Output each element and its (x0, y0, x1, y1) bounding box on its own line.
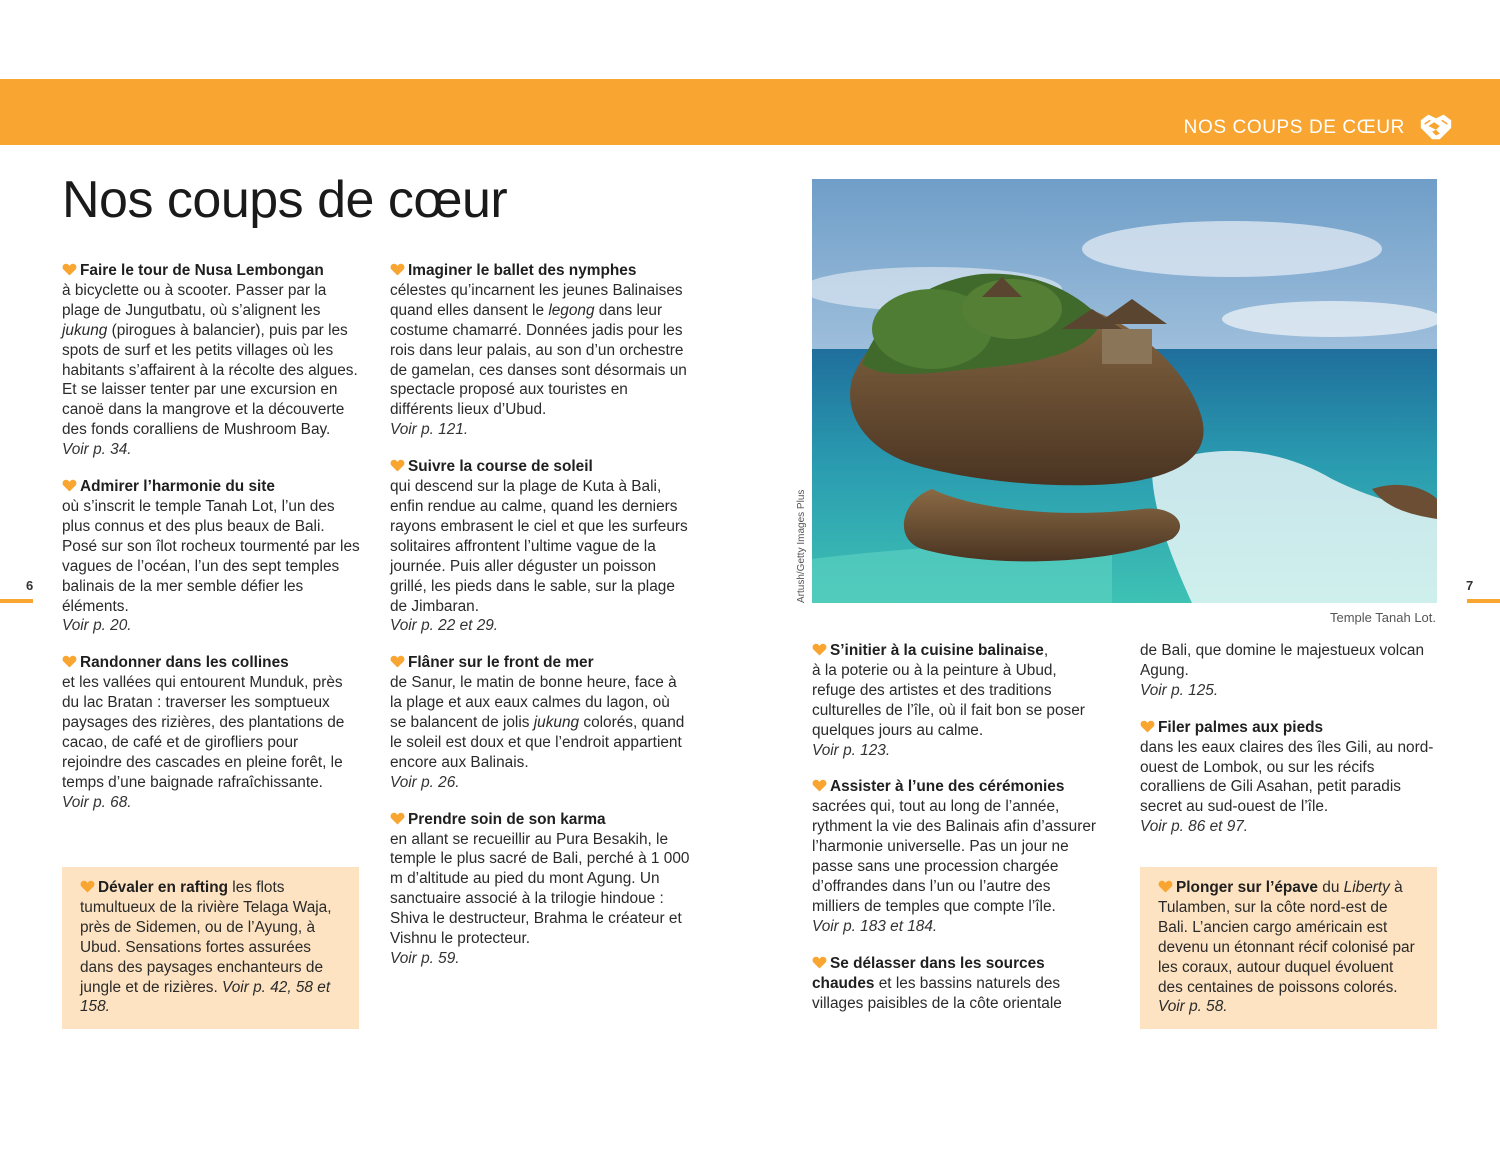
list-item (62, 261, 362, 460)
item-heading: Randonner dans les collines (80, 654, 289, 672)
column-4 (1140, 641, 1438, 854)
item-heading: Plonger sur l’épave (1176, 879, 1318, 896)
heart-icon (812, 643, 827, 656)
list-item (812, 641, 1102, 760)
page-reference: Voir p. 34. (62, 441, 132, 459)
list-item (390, 653, 690, 792)
item-heading: Prendre soin de son karma (408, 810, 606, 828)
item-text: de Bali, que domine le majestueux volcan Agung. (1140, 642, 1425, 679)
list-item (390, 810, 690, 969)
list-item (1140, 718, 1438, 837)
item-italic: jukung (62, 321, 108, 339)
list-item (812, 954, 1102, 1014)
item-text: (pirogues à balancier), puis par les spots de surf et les petits villages où les habitants s’affairent à la récolte des algues. Et se laisser tenter par une excursion en canoë dans la mangrove et la découverte des fonds coralliens de Mushroom Bay. (62, 321, 358, 439)
item-text: sacrées qui, tout au long de l’année, rythment la vie des Balinais afin d’assurer l’harmonie universelle. Pas un jour ne passe sans une procession chargée d’offrandes dans l’un ou l’autre des milliers de temples que compte l’île. (812, 798, 1097, 915)
page-reference: Voir p. 86 et 97. (1140, 818, 1249, 836)
item-text: à bicyclette ou à scooter. Passer par la plage de Jungutbatu, où s’alignent les (62, 281, 327, 319)
heart-icon (812, 779, 827, 792)
heart-icon (390, 263, 405, 276)
handshake-icon (1417, 107, 1455, 145)
item-text: à la poterie ou à la peinture à Ubud, refuge des artistes et des traditions culturelles de l’île, où il fait bon se poser quelques jours au calme. (812, 661, 1085, 739)
item-text: et les bassins naturels des villages paisibles de la côte orientale (812, 974, 1062, 1012)
item-italic: jukung (533, 714, 580, 732)
heart-icon (390, 812, 405, 825)
list-item (390, 457, 690, 636)
item-heading: Dévaler en rafting (98, 879, 229, 896)
page-reference: Voir p. 183 et 184. (812, 917, 938, 935)
page-reference: Voir p. 58. (1158, 998, 1228, 1016)
page-reference: Voir p. 26. (390, 773, 460, 791)
page-reference: Voir p. 20. (62, 617, 132, 635)
heart-icon (62, 479, 77, 492)
heart-icon (390, 655, 405, 668)
item-text: et les vallées qui entourent Munduk, près du lac Bratan : traverser les somptueux paysages des rizières, des plantations de cacao, de café et de girofliers pour rejoindre des cascades en pleine forêt, le temps d’une baignade rafraîchissante. (62, 674, 345, 791)
page-number-left: 6 (26, 578, 34, 593)
item-text: de Sanur, le matin de bonne heure, face à la plage et aux eaux calmes du lagon, où se balancent de jolis (390, 674, 677, 732)
item-text: célestes qu’incarnent les jeunes Balinaises quand elles dansent le (390, 281, 683, 319)
list-item (62, 653, 362, 812)
item-heading: S’initier à la cuisine balinaise (830, 642, 1044, 659)
page-reference: Voir p. 121. (390, 421, 469, 439)
page-marker-left (0, 599, 33, 603)
heart-icon (812, 956, 827, 969)
heart-icon (1140, 720, 1155, 733)
page-marker-right (1467, 599, 1500, 603)
item-text: en allant se recueillir au Pura Besakih, le temple le plus sacré de Bali, perché à 1 000 m d’altitude au pied du mont Agung. Un sanctuaire associé à la trilogie hindoue : Shiva le destructeur, Brahma le créateur et Vishnu le protecteur. (390, 830, 690, 948)
item-text: à Tulamben, sur la côte nord-est de Bali. L’ancien cargo américain est devenu un étonnant récif colonisé par les coraux, autour duquel évoluent des centaines de poissons colorés. (1158, 879, 1415, 996)
page-reference: Voir p. 123. (812, 741, 891, 759)
item-heading: Admirer l’harmonie du site (80, 478, 275, 496)
page-reference: Voir p. 42, 58 et 158. (80, 978, 331, 1016)
header-band (0, 79, 1500, 145)
item-heading: Filer palmes aux pieds (1158, 718, 1324, 736)
item-heading: Se délasser dans les sources chaudes (812, 954, 1045, 992)
heart-icon (62, 655, 77, 668)
item-text: dans les eaux claires des îles Gili, au nord-ouest de Lombok, ou sur les récifs coralliens de Gili Asahan, petit paradis secret au sud-ouest de l’île. (1140, 738, 1434, 816)
column-3 (812, 641, 1102, 1030)
item-text: du (1318, 879, 1344, 896)
page-reference: Voir p. 59. (390, 950, 460, 967)
photo-credit: Artush/Getty Images Plus (796, 489, 807, 603)
column-2 (390, 261, 690, 986)
list-item (62, 477, 362, 636)
item-italic: legong (548, 301, 595, 319)
heart-icon (80, 880, 95, 893)
item-heading: Imaginer le ballet des nymphes (408, 262, 637, 279)
item-text: , (1043, 642, 1049, 659)
section-label: NOS COUPS DE CŒUR (1183, 117, 1405, 138)
item-heading: Faire le tour de Nusa Lembongan (80, 262, 324, 279)
heart-icon (390, 459, 405, 472)
highlight-box (1140, 867, 1437, 1029)
list-item (812, 777, 1102, 936)
item-italic: Liberty (1343, 879, 1390, 896)
page-reference: Voir p. 68. (62, 793, 132, 811)
page-title: Nos coups de cœur (62, 171, 508, 229)
item-text: qui descend sur la plage de Kuta à Bali, enfin rendue au calme, quand les derniers rayons embrasent le ciel et que les surfeurs solitaires affrontent l’ultime vague de la journée. Puis aller déguster un poisson grillé, les pieds dans le sable, sur la plage de Jimbaran. (390, 478, 688, 615)
page-number-right: 7 (1466, 578, 1474, 593)
item-text: où s’inscrit le temple Tanah Lot, l’un des plus connus et des plus beaux de Bali. Posé sur son îlot rocheux tourmenté par les vagues de l’océan, l’un des sept temples balinais de la mer semble défier les éléments. (62, 497, 360, 615)
item-text: colorés, quand le soleil est doux et que l’endroit appartient encore aux Balinais. (390, 714, 685, 771)
photo-caption: Temple Tanah Lot. (1330, 610, 1436, 625)
item-text: les flots tumultueux de la rivière Telaga Waja, près de Sidemen, ou de l’Ayung, à Ubud. Sensations fortes assurées dans des paysages enchanteurs de jungle et de rizières. (80, 879, 332, 996)
list-item-continued (1140, 641, 1438, 701)
heart-icon (62, 263, 77, 276)
page-reference: Voir p. 125. (1140, 681, 1219, 699)
heart-icon (1158, 880, 1173, 893)
highlight-box (62, 867, 359, 1029)
item-heading: Flâner sur le front de mer (408, 654, 594, 672)
list-item (390, 261, 690, 440)
item-heading: Assister à l’une des cérémonies (830, 778, 1065, 796)
column-1 (62, 261, 362, 830)
temple-photo (812, 179, 1437, 603)
item-heading: Suivre la course de soleil (408, 458, 593, 476)
item-text: dans leur costume chamarré. Données jadis pour les rois dans leur palais, au son d’un orchestre de gamelan, ces danses sont désormais un spectacle proposé aux touristes en différents lieux d’Ubud. (390, 301, 687, 419)
page-reference: Voir p. 22 et 29. (390, 617, 499, 635)
